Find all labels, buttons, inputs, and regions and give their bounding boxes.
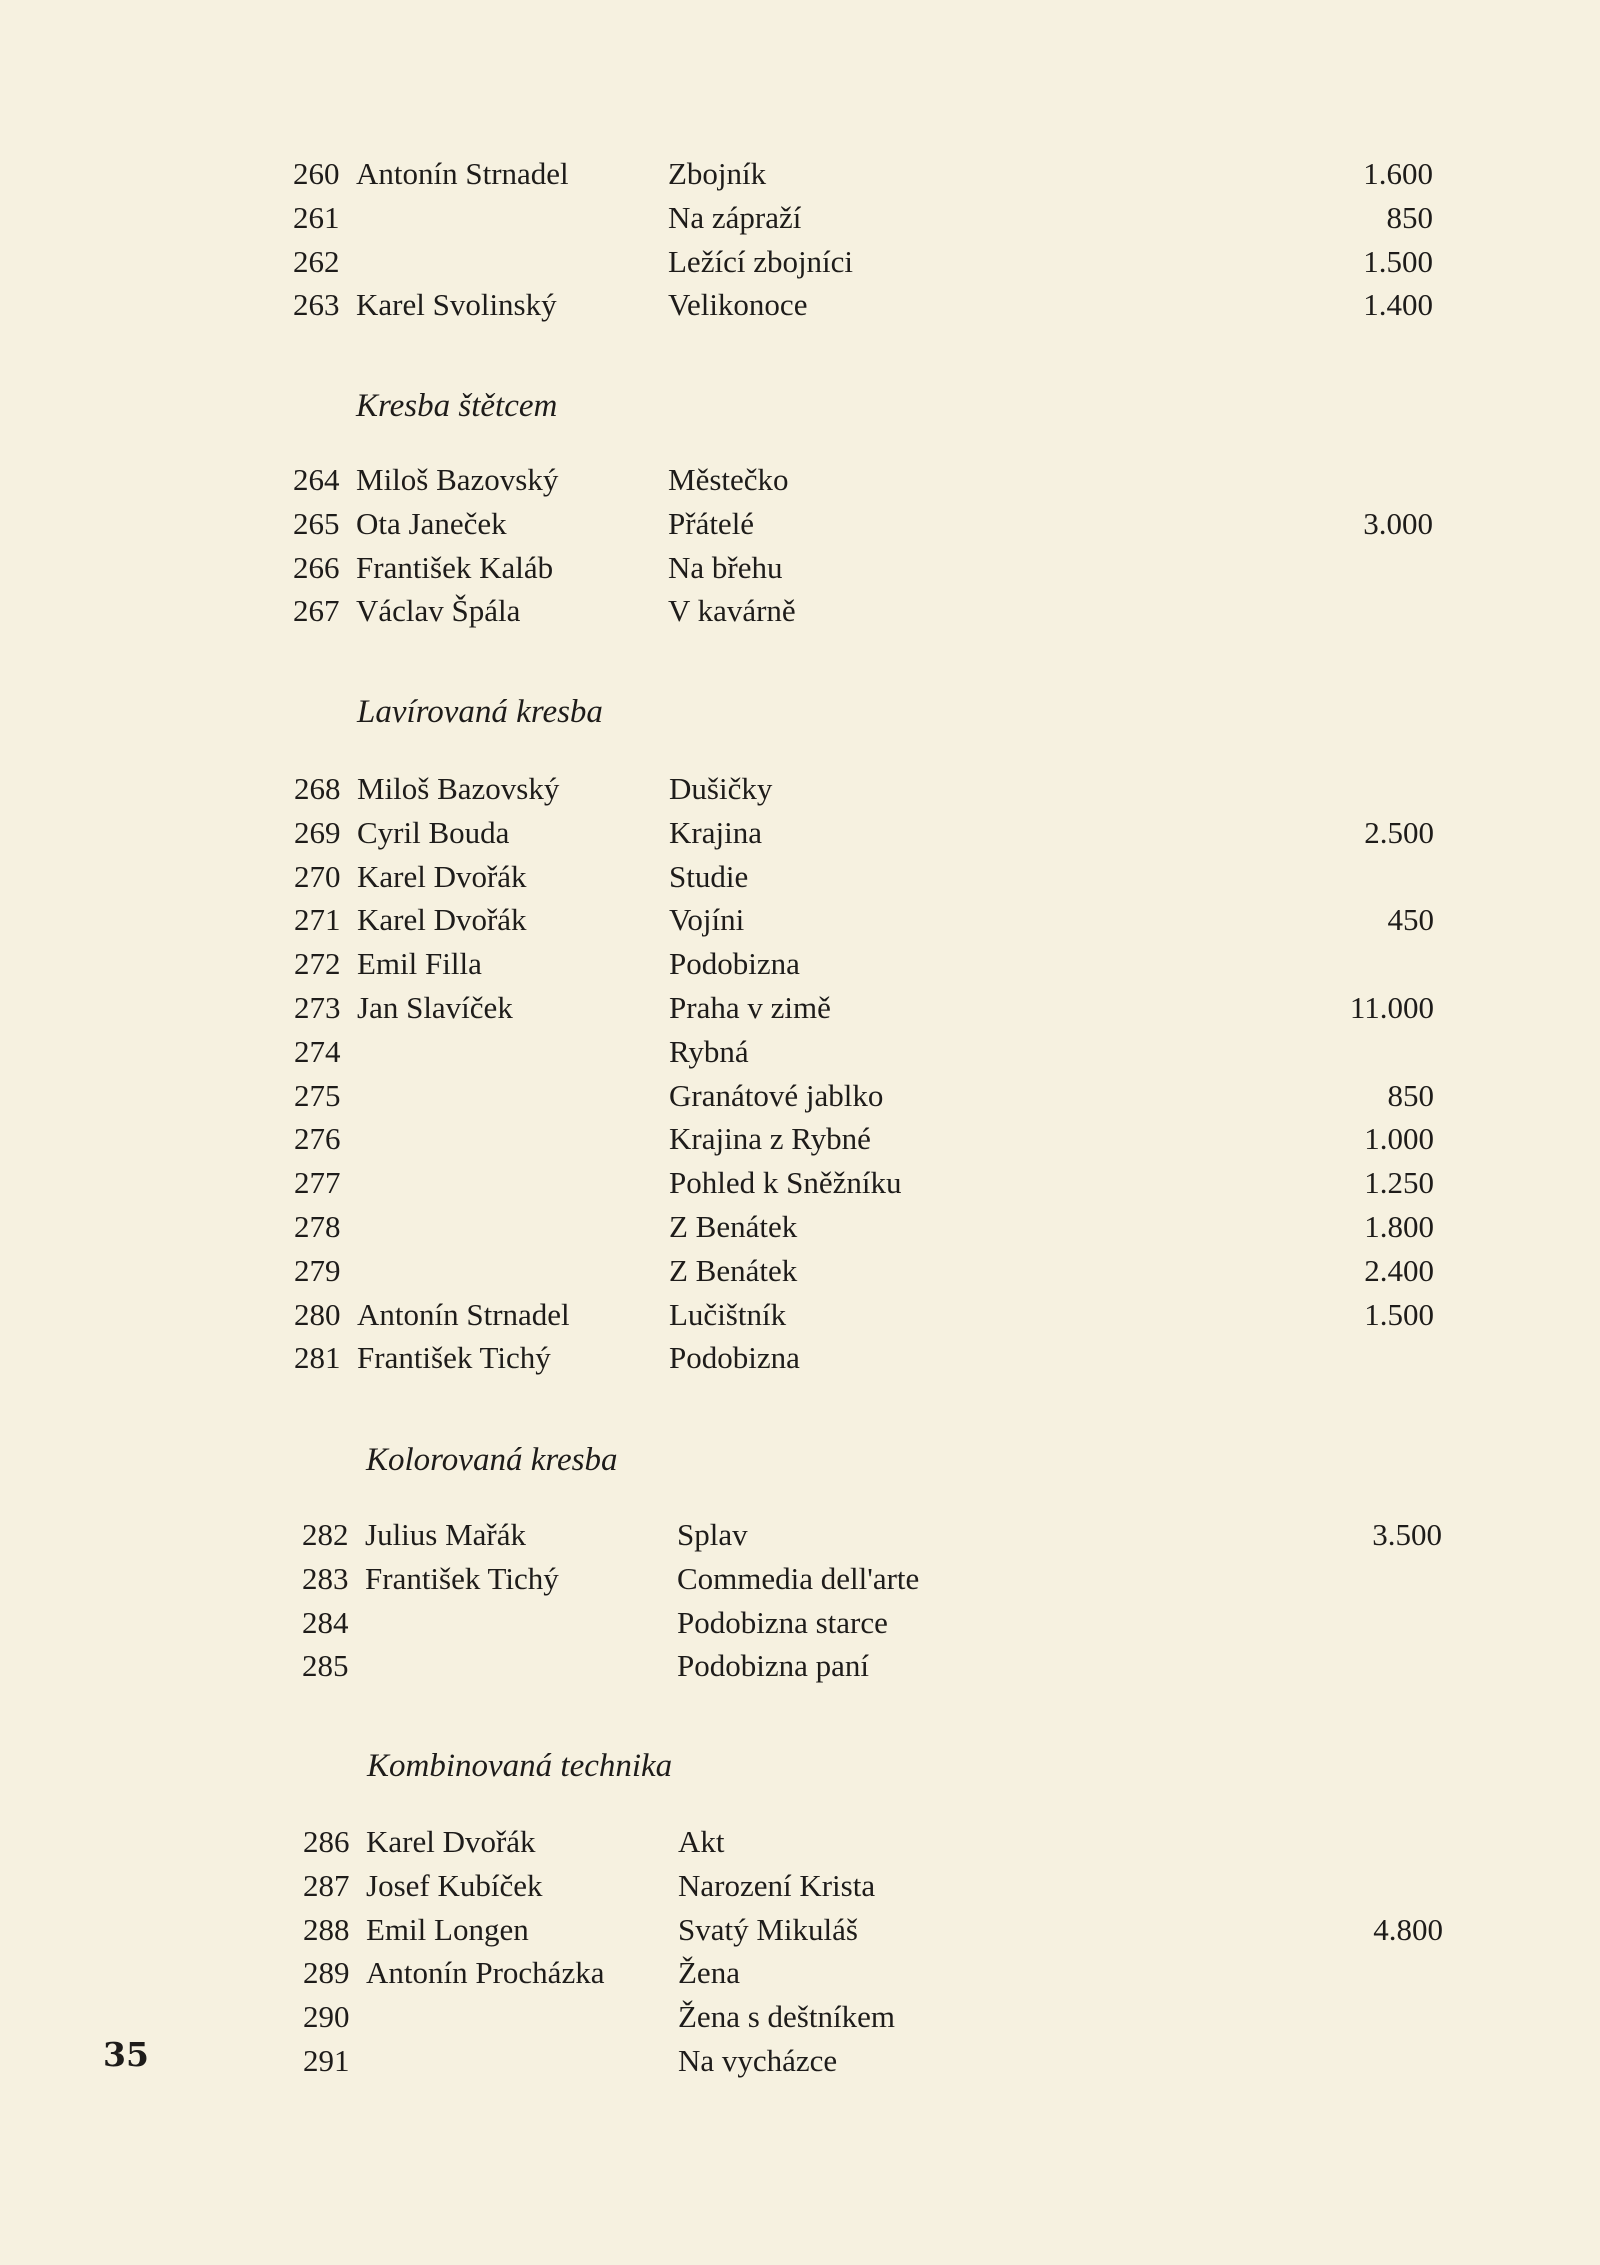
item-title: Commedia dell'arte — [677, 1560, 920, 1596]
page-number: 35 — [103, 2035, 149, 2074]
item-title: Podobizna starce — [677, 1604, 888, 1640]
item-number: 263 — [293, 287, 340, 323]
item-number: 265 — [293, 505, 340, 541]
item-artist: Karel Dvořák — [357, 902, 527, 938]
item-number: 269 — [294, 814, 341, 850]
item-price: 3.000 — [1363, 505, 1433, 541]
item-title: Na zápraží — [668, 199, 802, 235]
item-price: 4.800 — [1373, 1911, 1443, 1947]
item-number: 290 — [303, 1999, 350, 2035]
item-price: 1.250 — [1364, 1165, 1434, 1201]
item-price: 1.500 — [1364, 1296, 1434, 1332]
item-artist: Ota Janeček — [356, 505, 507, 541]
item-number: 275 — [294, 1077, 341, 1113]
item-price: 1.000 — [1364, 1121, 1434, 1157]
item-title: Městečko — [668, 462, 789, 497]
list-item — [294, 1336, 1434, 1380]
list-item — [293, 502, 1433, 546]
item-title: Na vycházce — [678, 2042, 838, 2078]
section-lavirovana-kresba — [294, 767, 1434, 1380]
list-item — [294, 811, 1434, 855]
item-artist: Karel Dvořák — [366, 1824, 536, 1859]
list-item — [302, 1557, 1442, 1601]
item-price: 450 — [1387, 902, 1434, 938]
item-title: Vojíni — [669, 902, 745, 938]
item-number: 284 — [302, 1604, 349, 1640]
item-number: 288 — [303, 1911, 350, 1947]
item-number: 266 — [293, 549, 340, 585]
item-artist: Cyril Bouda — [357, 814, 510, 850]
item-number: 291 — [303, 2042, 350, 2078]
item-number: 279 — [294, 1252, 341, 1288]
item-number: 271 — [294, 902, 341, 938]
item-artist: Emil Filla — [357, 946, 482, 982]
section-heading: Kresba štětcem — [356, 388, 558, 424]
item-number: 280 — [294, 1296, 341, 1332]
list-item — [294, 1161, 1434, 1205]
item-title: Svatý Mikuláš — [678, 1911, 858, 1947]
section-kolorovana-kresba — [302, 1513, 1442, 1688]
item-title: Studie — [669, 858, 749, 894]
item-artist: Antonín Procházka — [366, 1955, 605, 1991]
list-item — [293, 458, 1433, 502]
list-item — [293, 196, 1433, 240]
item-title: Praha v zimě — [669, 989, 831, 1025]
item-title: Dušičky — [669, 771, 773, 806]
item-number: 286 — [303, 1824, 350, 1859]
section-kresba-stetcem — [293, 458, 1433, 633]
item-number: 274 — [294, 1033, 341, 1069]
item-number: 282 — [302, 1517, 349, 1552]
item-artist: Karel Dvořák — [357, 858, 527, 894]
item-price: 850 — [1387, 1077, 1434, 1113]
item-title: Krajina — [669, 814, 762, 850]
item-title: Zbojník — [668, 156, 767, 191]
item-artist: Josef Kubíček — [366, 1867, 543, 1903]
item-artist: Václav Špála — [356, 593, 521, 629]
item-number: 278 — [294, 1208, 341, 1244]
item-price: 11.000 — [1349, 989, 1434, 1025]
item-title: Lučištník — [669, 1296, 787, 1332]
item-number: 261 — [293, 199, 340, 235]
list-item — [293, 546, 1433, 590]
item-artist: Antonín Strnadel — [357, 1296, 570, 1332]
item-title: Narození Krista — [678, 1867, 876, 1903]
item-price: 1.500 — [1363, 243, 1433, 279]
list-item — [294, 898, 1434, 942]
item-price: 1.800 — [1364, 1208, 1434, 1244]
list-item — [294, 1074, 1434, 1118]
item-price: 850 — [1386, 199, 1433, 235]
item-price: 1.400 — [1363, 287, 1433, 323]
item-title: Podobizna — [669, 946, 800, 982]
item-title: Z Benátek — [669, 1252, 798, 1288]
item-artist: František Tichý — [365, 1560, 559, 1596]
item-number: 289 — [303, 1955, 350, 1991]
list-item — [302, 1601, 1442, 1645]
item-title: Z Benátek — [669, 1208, 798, 1244]
list-item — [294, 1030, 1434, 1074]
list-item — [303, 1951, 1443, 1995]
item-title: Podobizna — [669, 1340, 800, 1376]
list-item — [294, 855, 1434, 899]
item-number: 262 — [293, 243, 340, 279]
item-title: Ležící zbojníci — [668, 243, 854, 279]
list-item — [294, 1205, 1434, 1249]
item-title: Splav — [677, 1517, 748, 1552]
item-artist: Emil Longen — [366, 1911, 529, 1947]
item-title: Akt — [678, 1824, 725, 1859]
item-number: 287 — [303, 1867, 350, 1903]
item-number: 285 — [302, 1648, 349, 1684]
item-artist: František Kaláb — [356, 549, 554, 585]
item-number: 283 — [302, 1560, 349, 1596]
list-item — [294, 986, 1434, 1030]
list-item — [294, 1249, 1434, 1293]
item-number: 276 — [294, 1121, 341, 1157]
list-item — [294, 767, 1434, 811]
item-title: Na břehu — [668, 549, 783, 585]
section-heading: Kolorovaná kresba — [366, 1442, 618, 1478]
item-price: 2.500 — [1364, 814, 1434, 850]
list-item — [302, 1513, 1442, 1557]
item-number: 268 — [294, 771, 341, 806]
item-artist: Jan Slavíček — [357, 989, 513, 1025]
item-artist: Julius Mařák — [365, 1517, 527, 1552]
list-item — [294, 942, 1434, 986]
item-number: 260 — [293, 156, 340, 191]
list-item — [303, 2039, 1443, 2083]
section-heading: Lavírovaná kresba — [357, 694, 603, 730]
item-artist: František Tichý — [357, 1340, 551, 1376]
item-price: 1.600 — [1363, 156, 1433, 191]
item-number: 273 — [294, 989, 341, 1025]
item-price: 3.500 — [1372, 1517, 1442, 1552]
item-title: Žena — [678, 1955, 740, 1991]
item-number: 267 — [293, 593, 340, 629]
section-continuation — [293, 152, 1433, 327]
item-title: Rybná — [669, 1033, 749, 1069]
list-item — [303, 1908, 1443, 1952]
list-item — [293, 589, 1433, 633]
item-artist: Miloš Bazovský — [357, 771, 560, 806]
list-item — [303, 1995, 1443, 2039]
section-kombinovana-technika — [303, 1820, 1443, 2083]
section-heading: Kombinovaná technika — [367, 1748, 673, 1784]
item-number: 281 — [294, 1340, 341, 1376]
list-item — [303, 1864, 1443, 1908]
item-number: 270 — [294, 858, 341, 894]
list-item — [293, 152, 1433, 196]
list-item — [293, 283, 1433, 327]
list-item — [294, 1117, 1434, 1161]
item-number: 264 — [293, 462, 340, 497]
item-artist: Antonín Strnadel — [356, 156, 569, 191]
list-item — [293, 240, 1433, 284]
item-number: 277 — [294, 1165, 341, 1201]
item-title: Podobizna paní — [677, 1648, 869, 1684]
item-title: Žena s deštníkem — [678, 1999, 895, 2035]
item-title: V kavárně — [668, 593, 796, 629]
item-price: 2.400 — [1364, 1252, 1434, 1288]
list-item — [302, 1644, 1442, 1688]
list-item — [303, 1820, 1443, 1864]
item-title: Krajina z Rybné — [669, 1121, 871, 1157]
list-item — [294, 1293, 1434, 1337]
item-title: Granátové jablko — [669, 1077, 884, 1113]
item-number: 272 — [294, 946, 341, 982]
item-artist: Karel Svolinský — [356, 287, 557, 323]
item-artist: Miloš Bazovský — [356, 462, 559, 497]
item-title: Přátelé — [668, 505, 755, 541]
item-title: Pohled k Sněžníku — [669, 1165, 902, 1201]
item-title: Velikonoce — [668, 287, 808, 323]
